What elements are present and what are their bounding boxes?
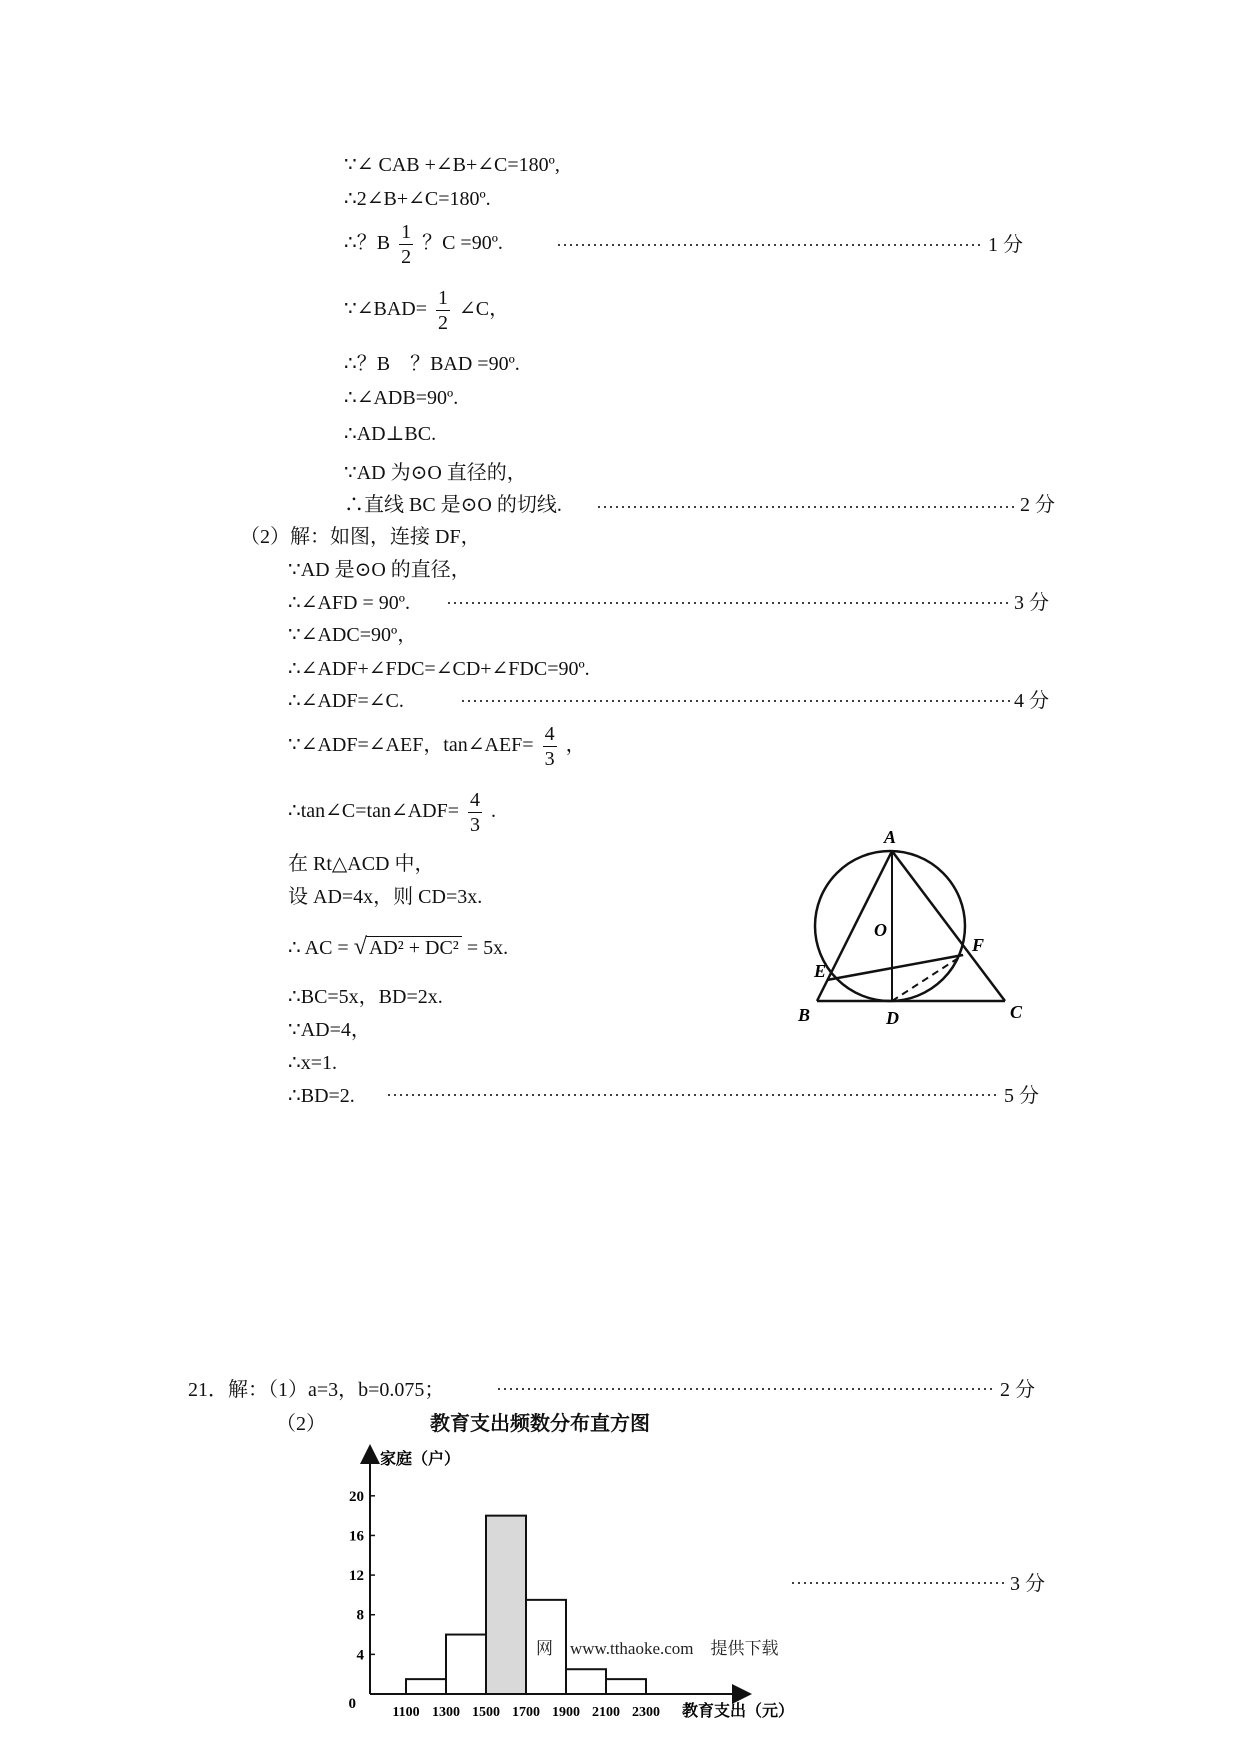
score-1: 1 分: [988, 234, 1023, 256]
denominator: 3: [544, 748, 555, 770]
x-tick-label: 1900: [552, 1705, 580, 1720]
histogram-bar-1100-1300: [406, 1679, 446, 1694]
histogram-bar-1300-1500: [446, 1635, 486, 1694]
p1-line9: ∴直线 BC 是⊙O 的切线.: [344, 494, 562, 516]
denominator: 2: [438, 312, 448, 334]
p2-line5: ∴∠ADF+∠FDC=∠CD+∠FDC=90º.: [288, 658, 590, 680]
y-tick-label: 20: [349, 1488, 364, 1505]
q21-line2: （2）: [276, 1413, 326, 1435]
p2-line12: ∴BC=5x，BD=2x.: [288, 986, 443, 1008]
p2-line10: 设 AD=4x，则 CD=3x.: [288, 886, 483, 908]
histogram-bar-1500-1700: [486, 1516, 526, 1694]
denominator: 2: [401, 246, 412, 268]
score-leader-7: [790, 1582, 1008, 1584]
score-3: 3 分: [1014, 592, 1049, 614]
p1-line3-b: ？C =90º.: [422, 232, 503, 255]
sqrt-sign-icon: √: [353, 934, 367, 960]
y-tick-label: 0: [348, 1696, 356, 1712]
label-f: F: [972, 935, 985, 955]
x-tick-label: 1700: [512, 1705, 540, 1720]
numerator: 4: [470, 789, 481, 811]
p2-line3: ∴∠AFD = 90º.: [288, 592, 410, 614]
score-6: 2 分: [1000, 1379, 1035, 1401]
p1-line4-a: ∵∠BAD=: [344, 298, 427, 321]
label-d: D: [886, 1008, 899, 1028]
numerator: 1: [401, 221, 412, 243]
histogram-bar-2100-2300: [606, 1679, 646, 1694]
p2-line9: 在 Rt△ACD 中，: [288, 853, 435, 875]
x-tick-label: 2100: [592, 1705, 620, 1720]
label-c: C: [1010, 1002, 1023, 1022]
p2-line7: [288, 722, 586, 771]
label-b: B: [798, 1005, 811, 1025]
fraction-half: [399, 220, 413, 269]
histogram-bar-1900-2100: [566, 1669, 606, 1694]
p2-line13: ∵AD=4，: [288, 1019, 371, 1041]
fraction-four-thirds-2: [468, 788, 482, 837]
p2-line8: [288, 788, 496, 837]
p1-line2: ∴2∠B+∠C=180º.: [344, 188, 491, 210]
numerator: 1: [438, 287, 448, 309]
label-o: O: [874, 920, 887, 940]
p1-line3-a: ∴？B: [344, 232, 391, 255]
p2-line15: ∴BD=2.: [288, 1085, 355, 1107]
x-tick-label: 1500: [472, 1705, 500, 1720]
geometry-figure: [780, 820, 1040, 1030]
y-tick-label: 16: [349, 1528, 364, 1545]
score-4: 4 分: [1014, 690, 1049, 712]
p2-line11-a: ∴ AC =: [288, 937, 349, 959]
x-tick-label: 1100: [392, 1705, 420, 1720]
score-5: 5 分: [1004, 1085, 1039, 1107]
label-a: A: [884, 827, 897, 847]
y-tick-label: 4: [356, 1647, 364, 1664]
p1-line4: [344, 286, 509, 335]
y-axis-label: 家庭（户）: [380, 1451, 461, 1468]
x-tick-label: 2300: [632, 1705, 660, 1720]
p1-line6: ∴∠ADB=90º.: [344, 387, 459, 409]
watermark-text: 网 www.tthaoke.com 提供下载: [536, 1639, 779, 1658]
score-leader-3: [446, 602, 1012, 604]
histogram-title: 教育支出频数分布直方图: [430, 1413, 650, 1435]
denominator: 3: [470, 814, 481, 836]
p1-line4-b: ∠C，: [459, 298, 510, 321]
p2-line8-b: .: [491, 800, 497, 823]
p2-line7-a: ∵∠ADF=∠AEF，tan∠AEF=: [288, 734, 534, 757]
p2-line8-a: ∴tan∠C=tan∠ADF=: [288, 800, 460, 823]
y-tick-label: 12: [349, 1568, 364, 1585]
p2-line7-b: ，: [565, 734, 586, 757]
score-2: 2 分: [1020, 494, 1055, 516]
score-leader-4: [460, 700, 1012, 702]
numerator: 4: [544, 723, 555, 745]
score-leader-6: [496, 1388, 996, 1390]
p1-line5: ∴？B ？BAD =90º.: [344, 353, 520, 375]
x-tick-label: 1300: [432, 1705, 460, 1720]
score-leader-2: [596, 506, 1016, 508]
score-leader-1: [556, 244, 984, 246]
y-tick-label: 8: [356, 1607, 364, 1624]
p2-line1: （2）解：如图，连接 DF，: [240, 526, 481, 548]
radicand: AD² + DC²: [366, 936, 462, 959]
p2-line11: [288, 935, 508, 960]
q21-line1: 21．解：（1）a=3，b=0.075；: [188, 1379, 445, 1401]
segment-ac: [892, 851, 1005, 1001]
fraction-half-2: [436, 286, 450, 335]
p1-line7: ∴AD⊥BC.: [344, 423, 437, 445]
p2-line14: ∴x=1.: [288, 1052, 338, 1074]
x-axis-label: 教育支出（元）: [682, 1703, 795, 1720]
p2-line11-b: = 5x.: [466, 937, 509, 959]
p1-line1: ∵∠ CAB +∠B+∠C=180º,: [344, 154, 560, 176]
score-7: 3 分: [1010, 1573, 1045, 1595]
fraction-four-thirds: [543, 722, 557, 771]
p1-line8: ∵AD 为⊙O 直径的，: [344, 462, 527, 484]
p2-line6: ∴∠ADF=∠C.: [288, 690, 404, 712]
histogram-chart: [330, 1440, 810, 1720]
label-e: E: [814, 961, 827, 981]
p2-line2: ∵AD 是⊙O 的直径，: [288, 559, 471, 581]
p2-line4: ∵∠ADC=90º，: [288, 624, 418, 646]
p1-line3: [344, 220, 503, 269]
score-leader-5: [386, 1094, 1000, 1096]
